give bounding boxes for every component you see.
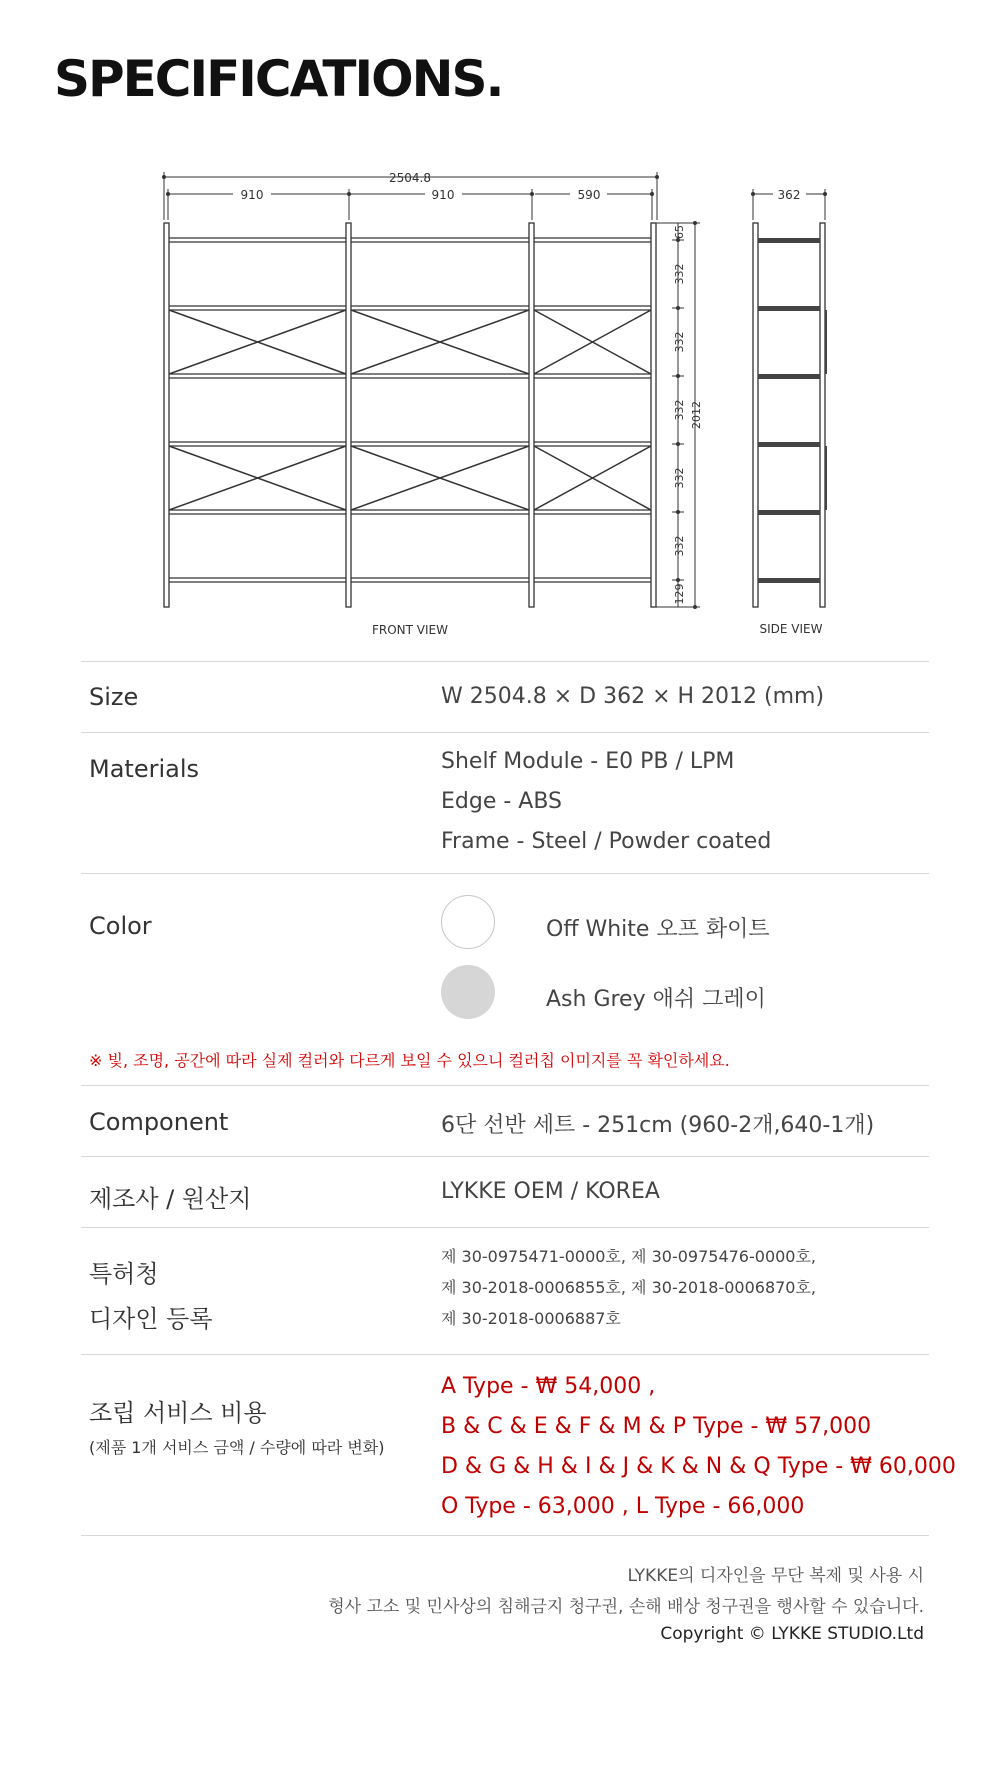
total-height-label: 2012 — [690, 401, 703, 429]
height-dim-3: 332 — [673, 331, 686, 353]
height-dim-4: 332 — [673, 399, 686, 421]
component-value: 6단 선반 세트 - 251cm (960-2개,640-1개) — [441, 1113, 875, 1138]
footer-notice-2: 형사 고소 및 민사상의 침해금지 청구권, 손해 배상 청구권을 행사할 수 있습니다. — [328, 1597, 924, 1617]
materials-line-1: Shelf Module - E0 PB / LPM — [441, 749, 735, 774]
patent-label-1: 특허청 — [89, 1260, 159, 1288]
footer-copyright: Copyright © LYKKE STUDIO.Ltd — [660, 1624, 924, 1644]
module-width-3: 590 — [577, 188, 601, 202]
height-dim-7: 129 — [673, 583, 686, 605]
footer-notice-1: LYKKE의 디자인을 무단 복제 및 사용 시 — [627, 1566, 924, 1586]
component-label: Component — [89, 1108, 229, 1136]
spec-table — [81, 661, 956, 1536]
technical-drawing — [0, 160, 1000, 660]
spec-row-materials — [81, 732, 929, 873]
spec-row-assembly — [81, 1354, 956, 1536]
materials-line-2: Edge - ABS — [441, 789, 563, 814]
side-view-label: SIDE VIEW — [759, 622, 823, 636]
spec-row-component — [81, 1085, 929, 1156]
patent-line-1: 제 30-0975471-0000호, 제 30-0975476-0000호, — [441, 1247, 817, 1266]
price-line-3: D & G & H & I & J & K & N & Q Type - ₩ 60,000 — [441, 1454, 956, 1479]
assembly-label: 조립 서비스 비용 — [89, 1399, 267, 1427]
module-width-2: 910 — [431, 188, 455, 202]
total-width-label: 2504.8 — [389, 171, 431, 185]
color-ash-grey-name: Ash Grey 애쉬 그레이 — [546, 987, 766, 1012]
maker-value: LYKKE OEM / KOREA — [441, 1179, 660, 1204]
height-dim-1: 65 — [673, 225, 686, 239]
swatch-ash-grey[interactable] — [441, 965, 495, 1019]
patent-label-2: 디자인 등록 — [89, 1305, 213, 1333]
spec-row-color — [81, 873, 929, 1085]
height-dim-6: 332 — [673, 535, 686, 557]
color-off-white-name: Off White 오프 화이트 — [546, 917, 770, 942]
spec-row-size — [81, 661, 929, 732]
spec-row-maker — [81, 1156, 929, 1227]
front-view-label: FRONT VIEW — [371, 623, 449, 637]
color-label: Color — [89, 912, 152, 940]
materials-label: Materials — [89, 755, 200, 783]
materials-line-3: Frame - Steel / Powder coated — [441, 829, 772, 854]
depth-label: 362 — [777, 188, 801, 202]
price-line-2: B & C & E & F & M & P Type - ₩ 57,000 — [441, 1414, 872, 1439]
module-width-1: 910 — [240, 188, 264, 202]
assembly-sublabel: (제품 1개 서비스 금액 / 수량에 따라 변화) — [89, 1438, 385, 1457]
height-dim-5: 332 — [673, 467, 686, 489]
height-dim-2: 332 — [673, 263, 686, 285]
price-line-4: O Type - 63,000 , L Type - 66,000 — [441, 1494, 805, 1519]
color-note: ※ 빛, 조명, 공간에 따라 실제 컬러와 다르게 보일 수 있으니 컬러칩 이미지를 꼭 확인하세요. — [89, 1051, 730, 1070]
size-label: Size — [89, 683, 139, 711]
maker-label: 제조사 / 원산지 — [89, 1185, 252, 1213]
patent-line-2: 제 30-2018-0006855호, 제 30-2018-0006870호, — [441, 1278, 817, 1297]
spec-row-patent — [81, 1227, 929, 1354]
size-value: W 2504.8 × D 362 × H 2012 (mm) — [441, 684, 825, 709]
swatch-off-white[interactable] — [441, 895, 495, 949]
price-line-1: A Type - ₩ 54,000 , — [441, 1374, 656, 1399]
patent-line-3: 제 30-2018-0006887호 — [441, 1309, 621, 1328]
page-title: SPECIFICATIONS. — [54, 50, 503, 108]
